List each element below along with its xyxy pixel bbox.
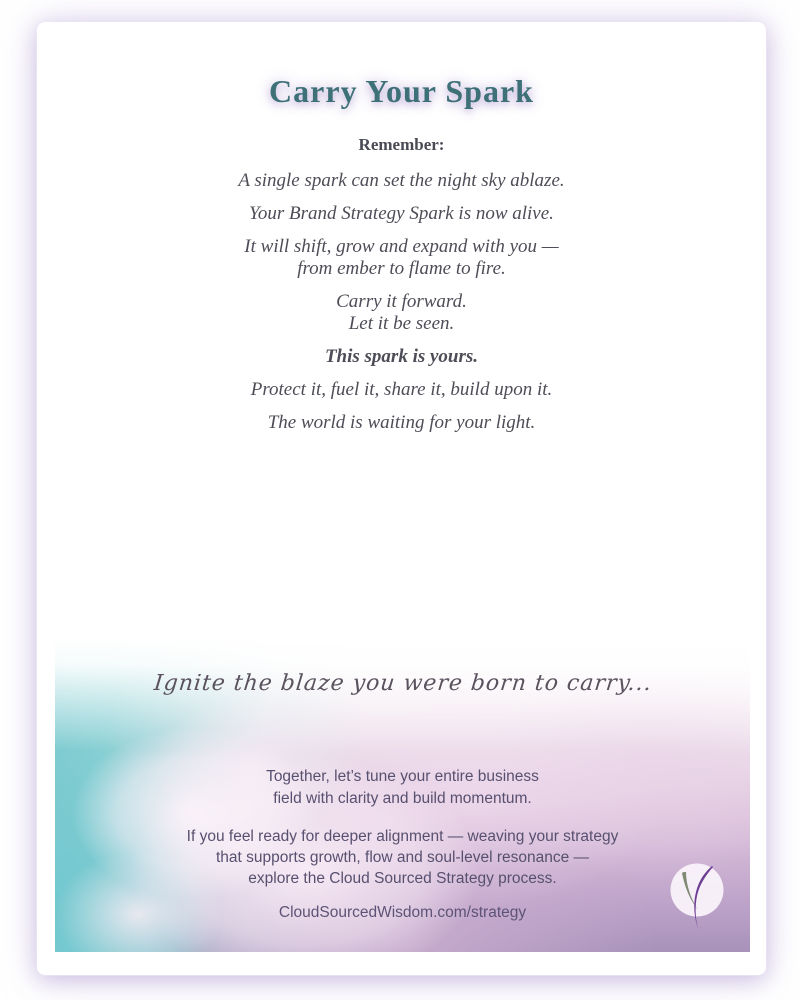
cloud-paragraph [55,766,750,810]
stanza [37,203,766,225]
page-title: Carry Your Spark [269,73,534,109]
stanza [37,291,766,335]
poem-body [37,170,766,434]
cloud-paragraph-line: field with clarity and build momentum. [273,790,532,807]
cloud-paragraph-line: that supports growth, flow and soul-level resonance — [215,849,590,866]
poem-line: This spark is yours. [324,346,479,367]
stanza [37,412,766,434]
cloud-hero-image [55,637,750,952]
cloud-paragraph-line: Together, let’s tune your entire business [266,768,539,785]
stanza [37,170,766,192]
poem-line: Carry it forward. [336,291,467,312]
poem-line: Protect it, fuel it, share it, build upon it. [250,379,553,400]
poem-line: The world is waiting for your light. [267,412,536,433]
cloud-paragraph-line: explore the Cloud Sourced Strategy process. [248,870,557,887]
cloud-paragraph-line: If you feel ready for deeper alignment — weaving your strategy [186,828,619,845]
poem-line: from ember to flame to fire. [297,258,506,279]
poem-line: It will shift, grow and expand with you — [244,236,559,257]
stanza [37,346,766,368]
poem-line: Let it be seen. [348,313,455,334]
poem-line: A single spark can set the night sky ablaze. [238,170,565,191]
cloud-sourced-wisdom-logo [668,862,726,936]
stanza [37,379,766,401]
handwritten-tagline: Ignite the blaze you were born to carry... [152,671,653,696]
stanza [37,236,766,280]
document-page [37,22,766,975]
poem-line: Your Brand Strategy Spark is now alive. [249,203,554,224]
reminder-heading: Remember: [358,135,445,154]
cloud-paragraph [55,826,750,889]
website-url: CloudSourcedWisdom.com/strategy [278,904,527,921]
